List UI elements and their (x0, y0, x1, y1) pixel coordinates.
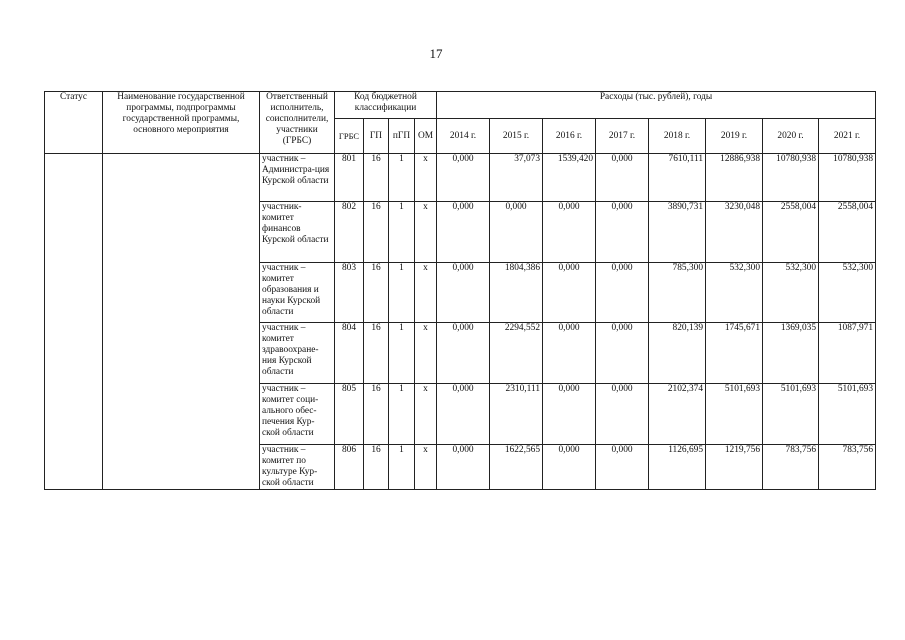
pgp-cell: 1 (389, 323, 415, 384)
value-cell: 532,300 (819, 263, 876, 323)
value-cell: 820,139 (649, 323, 706, 384)
gp-cell: 16 (364, 202, 389, 263)
om-cell: х (415, 445, 437, 490)
header-year: 2021 г. (819, 119, 876, 154)
executor-cell: участник – комитет здравоохране-ния Курской области (260, 323, 335, 384)
header-code-om: ОМ (415, 119, 437, 154)
om-cell: х (415, 384, 437, 445)
om-cell: х (415, 263, 437, 323)
value-cell: 1087,971 (819, 323, 876, 384)
value-cell: 0,000 (596, 202, 649, 263)
grbs-cell: 805 (335, 384, 364, 445)
name-cell (103, 154, 260, 490)
header-year: 2019 г. (706, 119, 763, 154)
value-cell: 0,000 (543, 384, 596, 445)
value-cell: 7610,111 (649, 154, 706, 202)
value-cell: 0,000 (596, 384, 649, 445)
executor-cell: участник – комитет соци-ального обес-печения Кур-ской области (260, 384, 335, 445)
value-cell: 5101,693 (819, 384, 876, 445)
gp-cell: 16 (364, 263, 389, 323)
value-cell: 532,300 (706, 263, 763, 323)
value-cell: 0,000 (437, 154, 490, 202)
header-executor: Ответственный исполнитель, соисполнители, участники (ГРБС) (260, 92, 335, 154)
value-cell: 0,000 (596, 445, 649, 490)
budget-table (44, 91, 876, 490)
grbs-cell: 806 (335, 445, 364, 490)
value-cell: 2294,552 (490, 323, 543, 384)
header-year: 2020 г. (763, 119, 819, 154)
value-cell: 2558,004 (763, 202, 819, 263)
value-cell: 1804,386 (490, 263, 543, 323)
value-cell: 2310,111 (490, 384, 543, 445)
value-cell: 3230,048 (706, 202, 763, 263)
value-cell: 0,000 (543, 445, 596, 490)
executor-cell: участник-комитет финансов Курской области (260, 202, 335, 263)
value-cell: 0,000 (437, 384, 490, 445)
om-cell: х (415, 202, 437, 263)
value-cell: 785,300 (649, 263, 706, 323)
page-number: 17 (429, 46, 443, 61)
header-year: 2015 г. (490, 119, 543, 154)
gp-cell: 16 (364, 445, 389, 490)
header-year: 2017 г. (596, 119, 649, 154)
value-cell: 0,000 (543, 323, 596, 384)
value-cell: 5101,693 (706, 384, 763, 445)
value-cell: 12886,938 (706, 154, 763, 202)
om-cell: х (415, 323, 437, 384)
pgp-cell: 1 (389, 384, 415, 445)
header-status: Статус (45, 92, 103, 154)
gp-cell: 16 (364, 154, 389, 202)
value-cell: 3890,731 (649, 202, 706, 263)
pgp-cell: 1 (389, 445, 415, 490)
value-cell: 0,000 (596, 154, 649, 202)
value-cell: 1126,695 (649, 445, 706, 490)
pgp-cell: 1 (389, 154, 415, 202)
grbs-cell: 801 (335, 154, 364, 202)
header-code-gp: ГП (364, 119, 389, 154)
value-cell: 10780,938 (763, 154, 819, 202)
value-cell: 0,000 (437, 202, 490, 263)
value-cell: 1745,671 (706, 323, 763, 384)
value-cell: 1622,565 (490, 445, 543, 490)
value-cell: 37,073 (490, 154, 543, 202)
header-year: 2018 г. (649, 119, 706, 154)
value-cell: 1219,756 (706, 445, 763, 490)
value-cell: 0,000 (437, 263, 490, 323)
grbs-cell: 804 (335, 323, 364, 384)
pgp-cell: 1 (389, 202, 415, 263)
header-year: 2016 г. (543, 119, 596, 154)
value-cell: 0,000 (437, 323, 490, 384)
value-cell: 783,756 (819, 445, 876, 490)
value-cell: 0,000 (437, 445, 490, 490)
grbs-cell: 802 (335, 202, 364, 263)
gp-cell: 16 (364, 323, 389, 384)
om-cell: х (415, 154, 437, 202)
value-cell: 0,000 (596, 263, 649, 323)
value-cell: 1369,035 (763, 323, 819, 384)
header-year: 2014 г. (437, 119, 490, 154)
value-cell: 0,000 (543, 263, 596, 323)
value-cell: 5101,693 (763, 384, 819, 445)
executor-cell: участник – Администра-ция Курской области (260, 154, 335, 202)
value-cell: 2102,374 (649, 384, 706, 445)
value-cell: 0,000 (596, 323, 649, 384)
gp-cell: 16 (364, 384, 389, 445)
header-budget-code: Код бюджетной классификации (335, 92, 437, 119)
value-cell: 2558,004 (819, 202, 876, 263)
executor-cell: участник – комитет по культуре Кур-ской области (260, 445, 335, 490)
value-cell: 532,300 (763, 263, 819, 323)
header-expenses: Расходы (тыс. рублей), годы (437, 92, 876, 119)
value-cell: 0,000 (543, 202, 596, 263)
pgp-cell: 1 (389, 263, 415, 323)
header-name: Наименование государственной программы, подпрограммы государственной программы, основного мероприятия (103, 92, 260, 154)
table-row (45, 154, 876, 202)
status-cell (45, 154, 103, 490)
value-cell: 0,000 (490, 202, 543, 263)
header-code-grbs: ГРБС (335, 119, 364, 154)
grbs-cell: 803 (335, 263, 364, 323)
value-cell: 1539,420 (543, 154, 596, 202)
value-cell: 10780,938 (819, 154, 876, 202)
header-code-pgp: пГП (389, 119, 415, 154)
value-cell: 783,756 (763, 445, 819, 490)
executor-cell: участник – комитет образования и науки Курской области (260, 263, 335, 323)
